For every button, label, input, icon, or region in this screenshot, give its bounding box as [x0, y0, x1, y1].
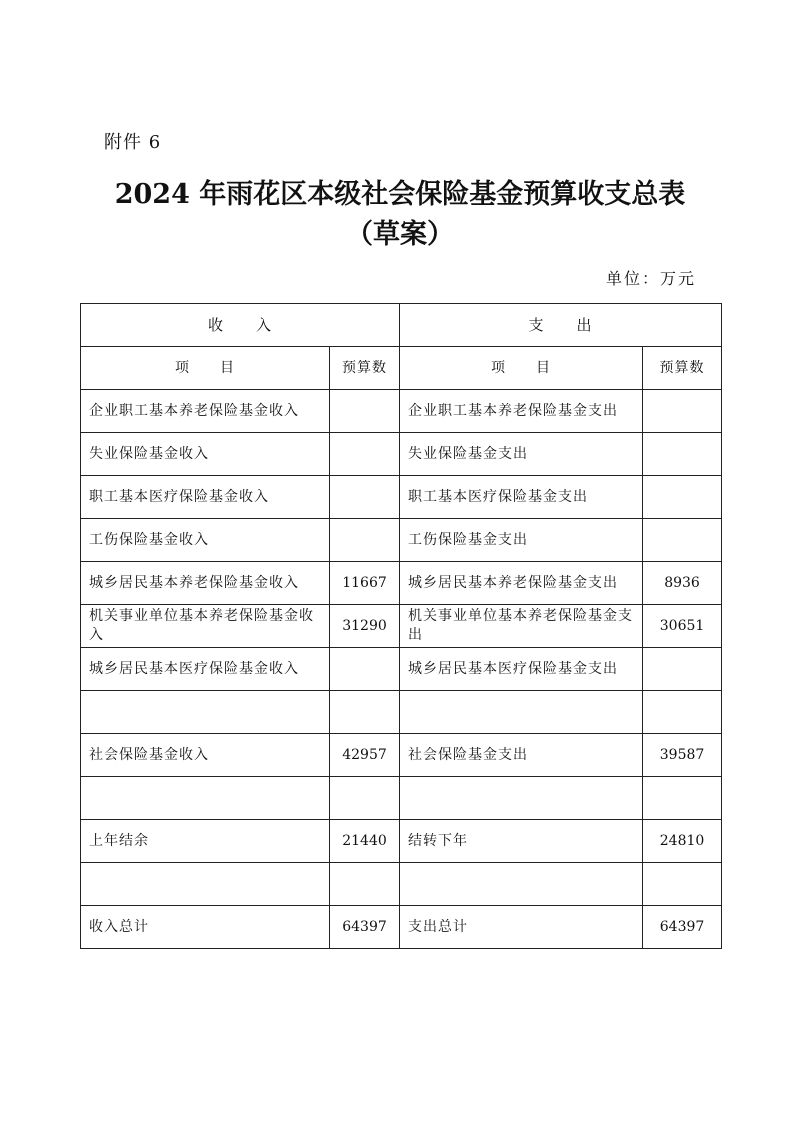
- income-item-cell: 工伤保险基金收入: [81, 519, 330, 562]
- table-row: [81, 519, 722, 562]
- table-row: [81, 476, 722, 519]
- income-item-cell: 机关事业单位基本养老保险基金收入: [81, 605, 330, 648]
- income-value-cell: 64397: [330, 906, 400, 949]
- income-value-cell: [330, 648, 400, 691]
- expense-item-cell: 支出总计: [400, 906, 643, 949]
- expense-value-cell: 30651: [643, 605, 722, 648]
- expense-value-cell: [643, 648, 722, 691]
- expense-value-cell: [643, 519, 722, 562]
- expense-item-cell: [400, 863, 643, 906]
- income-budget-header: 预算数: [330, 347, 400, 390]
- expense-item-cell: 城乡居民基本养老保险基金支出: [400, 562, 643, 605]
- income-value-cell: [330, 476, 400, 519]
- expense-item-cell: 失业保险基金支出: [400, 433, 643, 476]
- expense-item-cell: [400, 691, 643, 734]
- expense-item-cell: 工伤保险基金支出: [400, 519, 643, 562]
- income-item-cell: 企业职工基本养老保险基金收入: [81, 390, 330, 433]
- income-value-cell: 11667: [330, 562, 400, 605]
- income-value-cell: [330, 390, 400, 433]
- table-row: [81, 390, 722, 433]
- expense-budget-header: 预算数: [643, 347, 722, 390]
- expense-item-header: 项 目: [400, 347, 643, 390]
- table-row: [81, 648, 722, 691]
- income-value-cell: [330, 433, 400, 476]
- expense-value-cell: [643, 390, 722, 433]
- table-row: [81, 734, 722, 777]
- expense-header: 支 出: [400, 304, 722, 347]
- attachment-label: 附件 6: [104, 132, 162, 153]
- income-value-cell: 21440: [330, 820, 400, 863]
- unit-label: 单位：万元: [605, 269, 696, 288]
- page-title: 2024 年雨花区本级社会保险基金预算收支总表: [114, 179, 686, 210]
- table-row: [81, 605, 722, 648]
- table-row: [81, 777, 722, 820]
- budget-table: [80, 303, 722, 949]
- expense-item-cell: 职工基本医疗保险基金支出: [400, 476, 643, 519]
- income-value-cell: 42957: [330, 734, 400, 777]
- expense-item-cell: [400, 777, 643, 820]
- expense-item-cell: 机关事业单位基本养老保险基金支出: [400, 605, 643, 648]
- income-item-cell: 社会保险基金收入: [81, 734, 330, 777]
- income-value-cell: [330, 691, 400, 734]
- income-value-cell: [330, 863, 400, 906]
- expense-value-cell: 39587: [643, 734, 722, 777]
- income-item-cell: 失业保险基金收入: [81, 433, 330, 476]
- expense-item-cell: 城乡居民基本医疗保险基金支出: [400, 648, 643, 691]
- income-item-header: 项 目: [81, 347, 330, 390]
- table-row: [81, 433, 722, 476]
- expense-value-cell: 24810: [643, 820, 722, 863]
- expense-value-cell: 8936: [643, 562, 722, 605]
- income-item-cell: 职工基本医疗保险基金收入: [81, 476, 330, 519]
- income-value-cell: [330, 519, 400, 562]
- expense-item-cell: 社会保险基金支出: [400, 734, 643, 777]
- expense-value-cell: [643, 777, 722, 820]
- income-item-cell: 城乡居民基本医疗保险基金收入: [81, 648, 330, 691]
- expense-value-cell: 64397: [643, 906, 722, 949]
- expense-item-cell: 结转下年: [400, 820, 643, 863]
- expense-item-cell: 企业职工基本养老保险基金支出: [400, 390, 643, 433]
- income-item-cell: [81, 863, 330, 906]
- income-item-cell: [81, 691, 330, 734]
- table-row: [81, 820, 722, 863]
- income-value-cell: [330, 777, 400, 820]
- expense-value-cell: [643, 476, 722, 519]
- income-header: 收 入: [81, 304, 400, 347]
- table-row: [81, 691, 722, 734]
- expense-value-cell: [643, 691, 722, 734]
- income-item-cell: 上年结余: [81, 820, 330, 863]
- expense-value-cell: [643, 433, 722, 476]
- income-item-cell: 收入总计: [81, 906, 330, 949]
- income-item-cell: 城乡居民基本养老保险基金收入: [81, 562, 330, 605]
- income-value-cell: 31290: [330, 605, 400, 648]
- expense-value-cell: [643, 863, 722, 906]
- income-item-cell: [81, 777, 330, 820]
- page-subtitle: （草案）: [346, 219, 454, 250]
- table-row: [81, 863, 722, 906]
- table-row: [81, 906, 722, 949]
- table-row: [81, 562, 722, 605]
